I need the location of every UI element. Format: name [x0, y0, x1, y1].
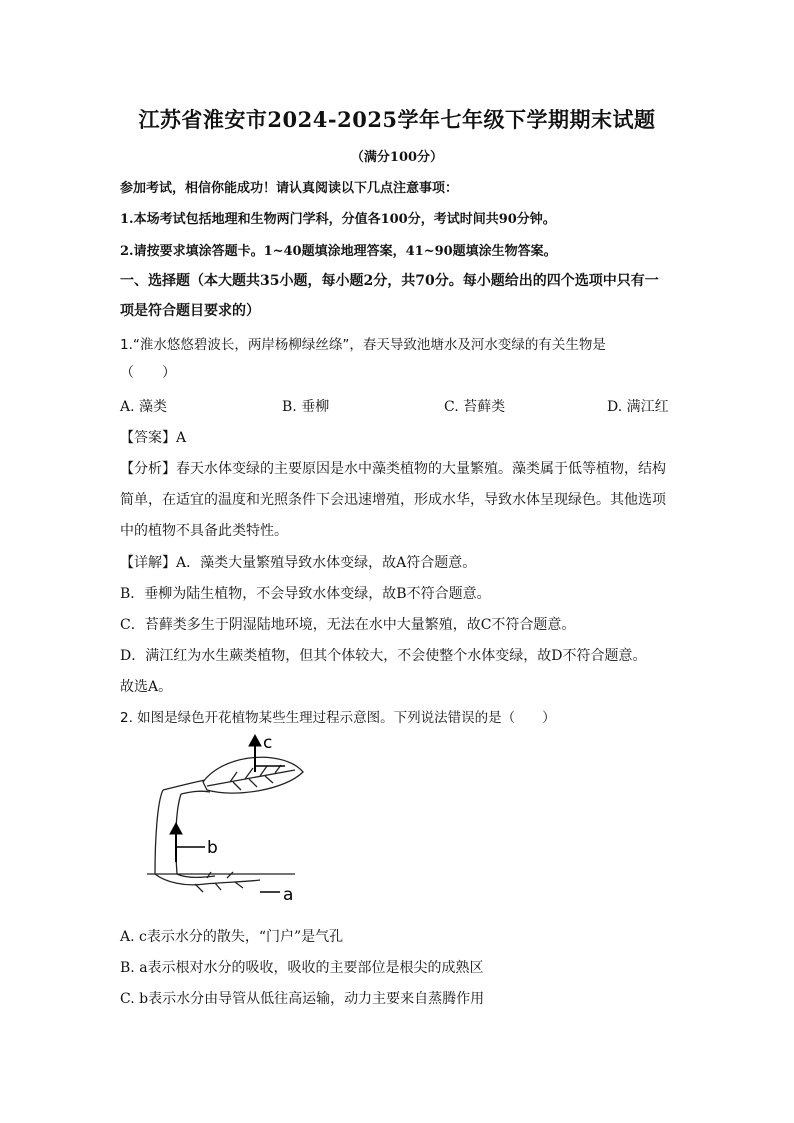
label-b: b: [207, 838, 218, 858]
q1-detail-d: D．满江红为水生蕨类植物，但其个体较大，不会使整个水体变绿，故D不符合题意。: [120, 648, 647, 664]
label-a: a: [283, 885, 294, 905]
q1-analysis-1: 【分析】春天水体变绿的主要原因是水中藻类植物的大量繁殖。藻类属于低等植物，结构: [120, 461, 666, 477]
section-heading: 一、选择题（本大题共35小题，每小题2分，共70分。每小题给出的四个选项中只有一: [120, 273, 659, 289]
q1-answer: 【答案】A: [120, 430, 187, 446]
q1-detail-b: B．垂柳为陆生植物，不会导致水体变绿，故B不符合题意。: [120, 586, 491, 602]
branch-bottom: [181, 791, 210, 794]
q2-option-a: A. c表示水分的散失，“门户”是气孔: [120, 929, 344, 945]
q1-analysis-2: 简单，在适宜的温度和光照条件下会迅速增殖，形成水华，导致水体呈现绿色。其他选项: [120, 492, 666, 508]
q2-stem: 2. 如图是绿色开花植物某些生理过程示意图。下列说法错误的是（ ）: [120, 710, 556, 726]
leaf: [203, 757, 303, 793]
intro-note-2: 2.请按要求填涂答题卡。1~40题填涂地理答案，41~90题填涂生物答案。: [120, 244, 557, 259]
q2-option-c: C. b表示水分由导管从低往高运输，动力主要来自蒸腾作用: [120, 991, 485, 1007]
leaf-midrib: [207, 770, 295, 786]
q1-detail-a: 【详解】A．藻类大量繁殖导致水体变绿，故A符合题意。: [120, 555, 477, 571]
trunk-left: [155, 790, 163, 874]
root-hairs: [195, 872, 243, 892]
page-title: 江苏省淮安市2024-2025学年七年级下学期期末试题: [138, 107, 656, 132]
q1-stem-paren: （ ）: [120, 365, 176, 381]
q1-option-a: A. 藻类: [120, 399, 168, 415]
q1-detail-c: C．苔藓类多生于阴湿陆地环境，无法在水中大量繁殖，故C不符合题意。: [120, 617, 576, 633]
section-heading-cont: 项是符合题目要求的）: [120, 303, 260, 319]
branch-top: [163, 780, 205, 790]
label-c: c: [263, 733, 273, 753]
q1-conclusion: 故选A。: [120, 679, 173, 695]
q1-option-d: D. 满江红: [607, 399, 669, 415]
q1-option-b: B. 垂柳: [282, 399, 330, 415]
root-main: [155, 874, 260, 885]
plant-diagram: [145, 732, 305, 910]
q1-analysis-3: 中的植物不具备此类特性。: [120, 523, 288, 539]
score-note: （满分100分）: [350, 150, 444, 165]
q2-option-b: B. a表示根对水分的吸收，吸收的主要部位是根尖的成熟区: [120, 960, 484, 976]
intro-greeting: 参加考试，相信你能成功！请认真阅读以下几点注意事项：: [120, 181, 459, 196]
intro-note-1: 1.本场考试包括地理和生物两门学科，分值各100分，考试时间共90分钟。: [120, 212, 556, 227]
q1-option-c: C. 苔藓类: [444, 399, 506, 415]
q1-stem: 1.“淮水悠悠碧波长，两岸杨柳绿丝绦”，春天导致池塘水及河水变绿的有关生物是: [120, 337, 606, 353]
